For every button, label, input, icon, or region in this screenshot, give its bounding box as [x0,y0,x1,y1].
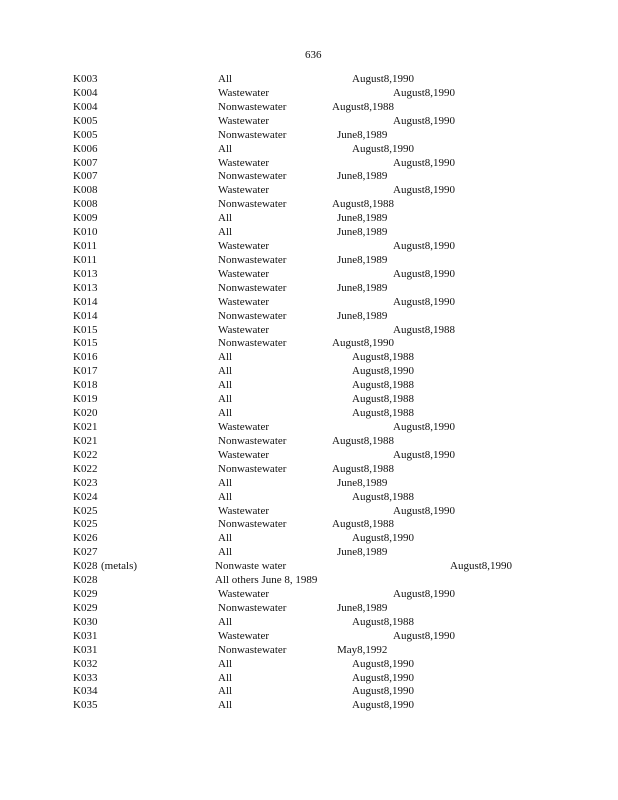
table-row [0,531,618,545]
table-row [0,615,618,629]
effective-date: August8,1988 [332,100,395,113]
effective-date: August8,1988 [352,490,415,503]
table-row [0,698,618,712]
effective-date: August8,1990 [393,504,456,517]
waste-code: K018 [73,379,98,392]
waste-code: K004 [73,100,98,113]
waste-type: Wastewater [218,323,270,336]
waste-code: K011 [73,253,98,266]
effective-date: August8,1990 [352,671,415,684]
waste-type: All [218,699,233,712]
waste-type: All [218,212,233,225]
waste-type: All [218,351,233,364]
waste-type: Wastewater [218,156,270,169]
effective-date: May8,1992 [337,643,388,656]
waste-type: All [218,490,233,503]
waste-type: All [218,476,233,489]
effective-date: August8,1990 [352,73,415,85]
waste-type: Nonwastewater [218,309,287,322]
effective-date: August8,1990 [352,699,415,712]
waste-type: Wastewater [218,421,270,433]
waste-code: K022 [73,462,98,475]
waste-type: All others June 8, 1989 [215,574,318,587]
waste-type: All [218,546,233,559]
waste-type: All [218,142,233,155]
waste-code: K009 [73,212,98,225]
waste-type: All [218,226,233,239]
effective-date: June8,1989 [337,281,388,294]
waste-type: Wastewater [218,114,270,127]
effective-date: August8,1988 [352,393,415,406]
effective-date: August8,1988 [332,462,395,475]
waste-code: K029 [73,588,98,601]
effective-date: August8,1990 [393,240,456,253]
table-row [0,559,618,573]
table-row [0,267,618,281]
waste-code: K008 [73,198,98,211]
waste-code: K003 [73,73,98,85]
waste-type: Nonwastewater [218,198,287,211]
effective-date: August8,1990 [450,560,513,573]
table-row [0,128,618,142]
table-row [0,434,618,448]
table-row [0,629,618,643]
waste-code: K007 [73,156,98,169]
waste-code: K019 [73,393,98,406]
waste-code: K005 [73,128,98,141]
table-row [0,448,618,462]
effective-date: August8,1988 [332,434,395,447]
waste-type: Wastewater [218,240,270,253]
table-row [0,517,618,531]
waste-code: K021 [73,421,98,433]
waste-code: K024 [73,490,98,503]
waste-code: K007 [73,170,98,183]
table-row [0,142,618,156]
waste-type: Nonwastewater [218,170,287,183]
effective-date: August8,1990 [332,337,395,350]
effective-date: August8,1990 [393,421,456,433]
waste-code: K027 [73,546,98,559]
waste-type: Nonwastewater [218,601,287,614]
waste-code: K025 [73,518,98,531]
effective-date: August8,1988 [352,351,415,364]
waste-type: Nonwastewater [218,518,287,531]
waste-code: K030 [73,615,98,628]
waste-type: All [218,379,233,392]
waste-type: All [218,685,233,698]
table-row [0,225,618,239]
page-number: 636 [305,49,322,61]
waste-code: K028 [73,574,98,587]
waste-type: All [218,657,233,670]
table-row [0,156,618,170]
waste-code: K026 [73,532,98,545]
waste-code: K035 [73,699,98,712]
waste-type: All [218,73,233,85]
effective-date: August8,1990 [352,532,415,545]
table-row [0,323,618,337]
waste-type: All [218,532,233,545]
effective-date: August8,1990 [352,657,415,670]
table-row [0,253,618,267]
waste-code: K025 [73,504,98,517]
waste-code: K015 [73,337,98,350]
waste-code: K015 [73,323,98,336]
waste-code: K031 [73,629,98,642]
table-row [0,406,618,420]
waste-type: Nonwastewater [218,434,287,447]
waste-type: All [218,671,233,684]
waste-type: Wastewater [218,86,270,99]
waste-code: K020 [73,407,98,420]
waste-type: Nonwastewater [218,100,287,113]
table-row [0,169,618,183]
table-row [0,295,618,309]
waste-code: K028 [73,560,98,573]
table-row [0,350,618,364]
waste-code: K017 [73,365,98,378]
table-row [0,490,618,504]
waste-code: K011 [73,240,98,253]
effective-date: August8,1988 [332,198,395,211]
waste-code: K013 [73,281,98,294]
waste-code: K033 [73,671,98,684]
waste-type: All [218,407,233,420]
effective-date: August8,1990 [393,448,456,461]
waste-code: K032 [73,657,98,670]
table-row [0,309,618,323]
effective-date: June8,1989 [337,212,388,225]
effective-date: August8,1990 [393,295,456,308]
table-row [0,420,618,434]
table-row [0,72,618,86]
table-row [0,211,618,225]
waste-code: K034 [73,685,98,698]
waste-code: K022 [73,448,98,461]
waste-code: K014 [73,295,98,308]
table-row [0,86,618,100]
table-row [0,281,618,295]
effective-date: June8,1989 [337,546,388,559]
waste-type: All [218,615,233,628]
table-row [0,545,618,559]
table-row [0,643,618,657]
table-row [0,601,618,615]
table-row [0,197,618,211]
effective-date: June8,1989 [337,226,388,239]
table-row [0,392,618,406]
waste-code: K029 [73,601,98,614]
waste-code: K031 [73,643,98,656]
table-row [0,587,618,601]
effective-date: June8,1989 [337,253,388,266]
waste-type: Wastewater [218,504,270,517]
waste-type: Nonwastewater [218,281,287,294]
table-row [0,504,618,518]
waste-type: Wastewater [218,448,270,461]
effective-date: August8,1990 [393,184,456,197]
table-row [0,183,618,197]
effective-date: August8,1990 [393,114,456,127]
waste-type: Nonwastewater [218,462,287,475]
effective-date: August8,1990 [352,142,415,155]
effective-date: August8,1988 [352,407,415,420]
effective-date: August8,1990 [393,588,456,601]
effective-date: August8,1990 [393,86,456,99]
table-row [0,573,618,587]
waste-code: K005 [73,114,98,127]
table-row [0,114,618,128]
waste-type: Nonwastewater [218,253,287,266]
table-row [0,462,618,476]
effective-date: August8,1988 [332,518,395,531]
table-row [0,100,618,114]
table-row [0,378,618,392]
waste-code: K004 [73,86,98,99]
effective-date: August8,1988 [393,323,456,336]
table-row [0,364,618,378]
effective-date: June8,1989 [337,128,388,141]
waste-type: Nonwastewater [218,643,287,656]
waste-type: Wastewater [218,184,270,197]
waste-type: Nonwastewater [218,128,287,141]
waste-code: K023 [73,476,98,489]
table-row [0,657,618,671]
waste-type: Nonwastewater [218,337,287,350]
effective-date: August8,1990 [393,156,456,169]
effective-date: August8,1988 [352,615,415,628]
table-row [0,684,618,698]
effective-date: August8,1990 [352,685,415,698]
waste-type: All [218,393,233,406]
effective-date: June8,1989 [337,601,388,614]
waste-code: K016 [73,351,98,364]
waste-code: K008 [73,184,98,197]
waste-type: Wastewater [218,629,270,642]
waste-code: K010 [73,226,98,239]
table-row [0,336,618,350]
table-row [0,671,618,685]
waste-type: Wastewater [218,295,270,308]
waste-type: All [218,365,233,378]
table-row [0,239,618,253]
effective-date: August8,1990 [352,365,415,378]
waste-code: K006 [73,142,98,155]
effective-date: August8,1988 [352,379,415,392]
waste-type: Nonwaste water [215,560,287,573]
table-row [0,476,618,490]
waste-type: Wastewater [218,267,270,280]
effective-date: June8,1989 [337,170,388,183]
waste-type: Wastewater [218,588,270,601]
effective-date: August8,1990 [393,267,456,280]
effective-date: June8,1989 [337,309,388,322]
waste-code: K013 [73,267,98,280]
waste-code: K021 [73,434,98,447]
waste-code-qualifier: (metals) [101,560,138,573]
waste-code: K014 [73,309,98,322]
effective-date: August8,1990 [393,629,456,642]
effective-date: June8,1989 [337,476,388,489]
